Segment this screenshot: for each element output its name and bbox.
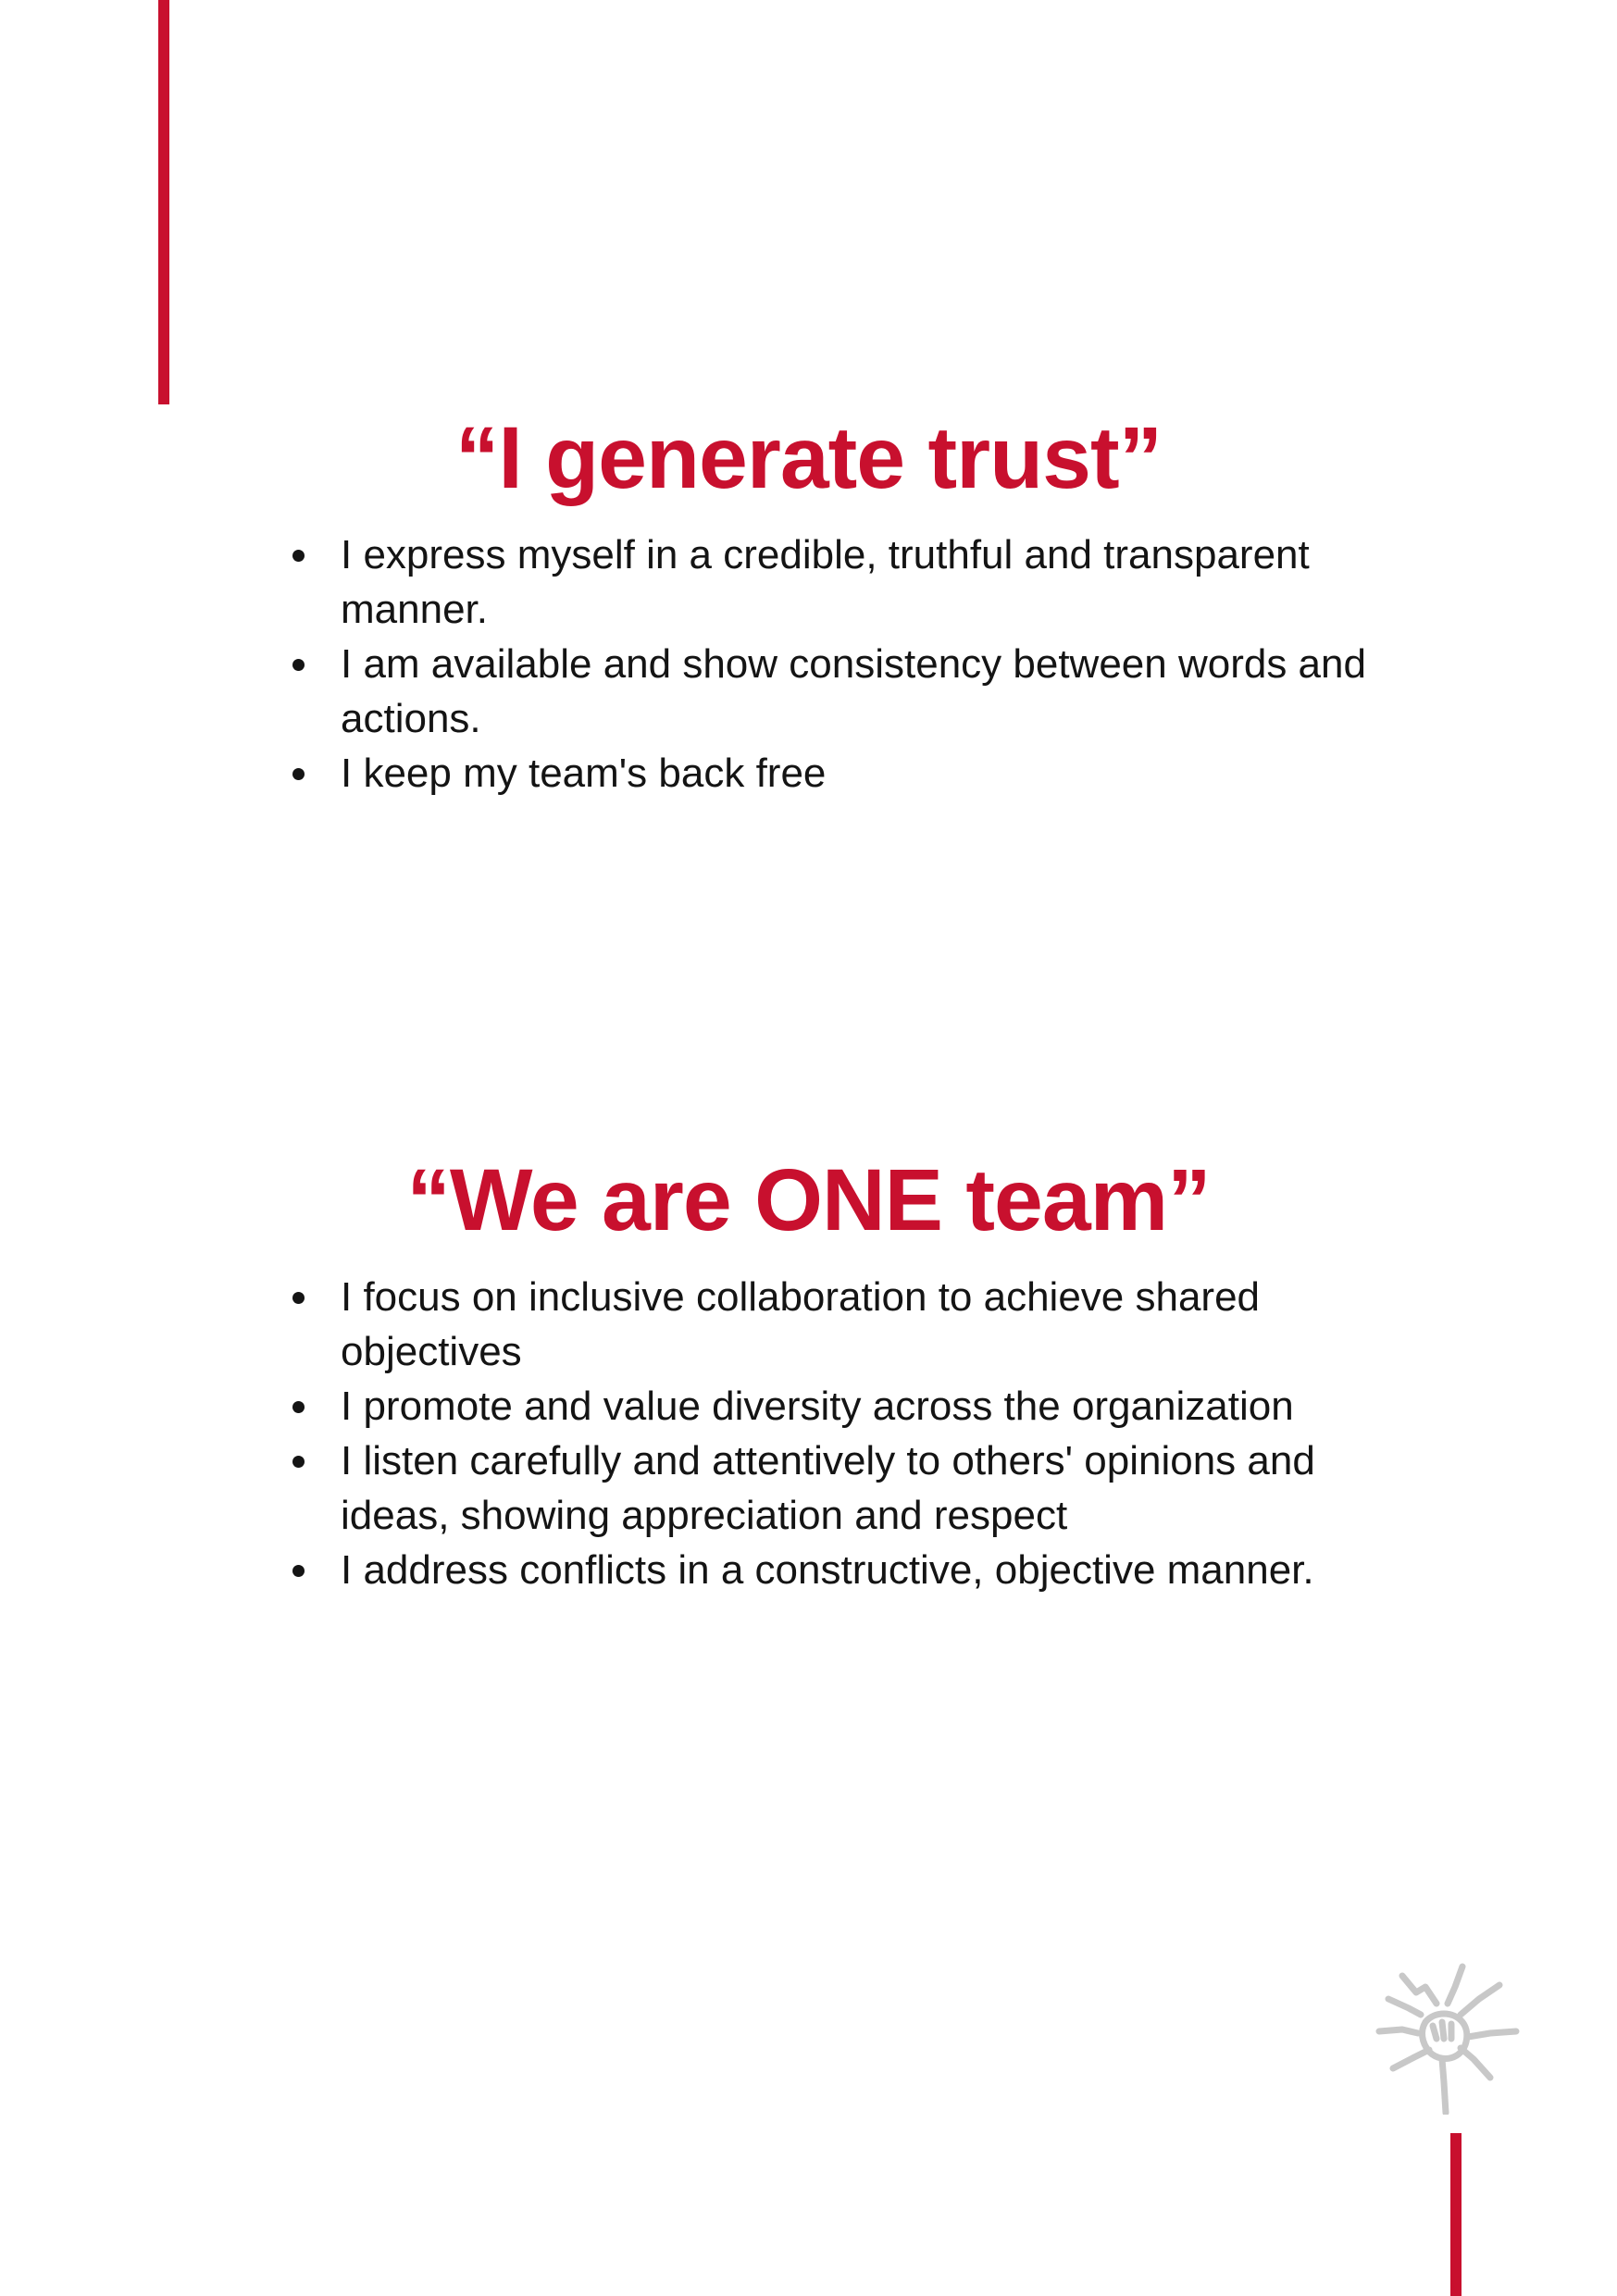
bullet-item: I focus on inclusive collaboration to achieve shared objectives	[289, 1270, 1399, 1379]
section-heading: “We are ONE team”	[406, 1151, 1211, 1249]
bullet-item: I address conflicts in a constructive, objective manner.	[289, 1543, 1399, 1597]
section-generate-trust	[0, 398, 1617, 796]
bullet-list	[289, 527, 1399, 800]
bullet-item: I am available and show consistency between words and actions.	[289, 637, 1399, 746]
team-hands-icon	[1351, 1930, 1536, 2115]
bullet-item: I express myself in a credible, truthful and transparent manner.	[289, 527, 1399, 637]
top-left-accent-bar	[158, 0, 169, 404]
bottom-right-accent-bar	[1450, 2133, 1462, 2296]
bullet-item: I promote and value diversity across the organization	[289, 1379, 1399, 1433]
section-one-team	[0, 1140, 1617, 1593]
bullet-list	[289, 1270, 1399, 1597]
bullet-item: I keep my team's back free	[289, 746, 1399, 800]
bullet-item: I listen carefully and attentively to others' opinions and ideas, showing appreciation and respect	[289, 1433, 1399, 1543]
section-heading: “I generate trust”	[454, 409, 1163, 507]
